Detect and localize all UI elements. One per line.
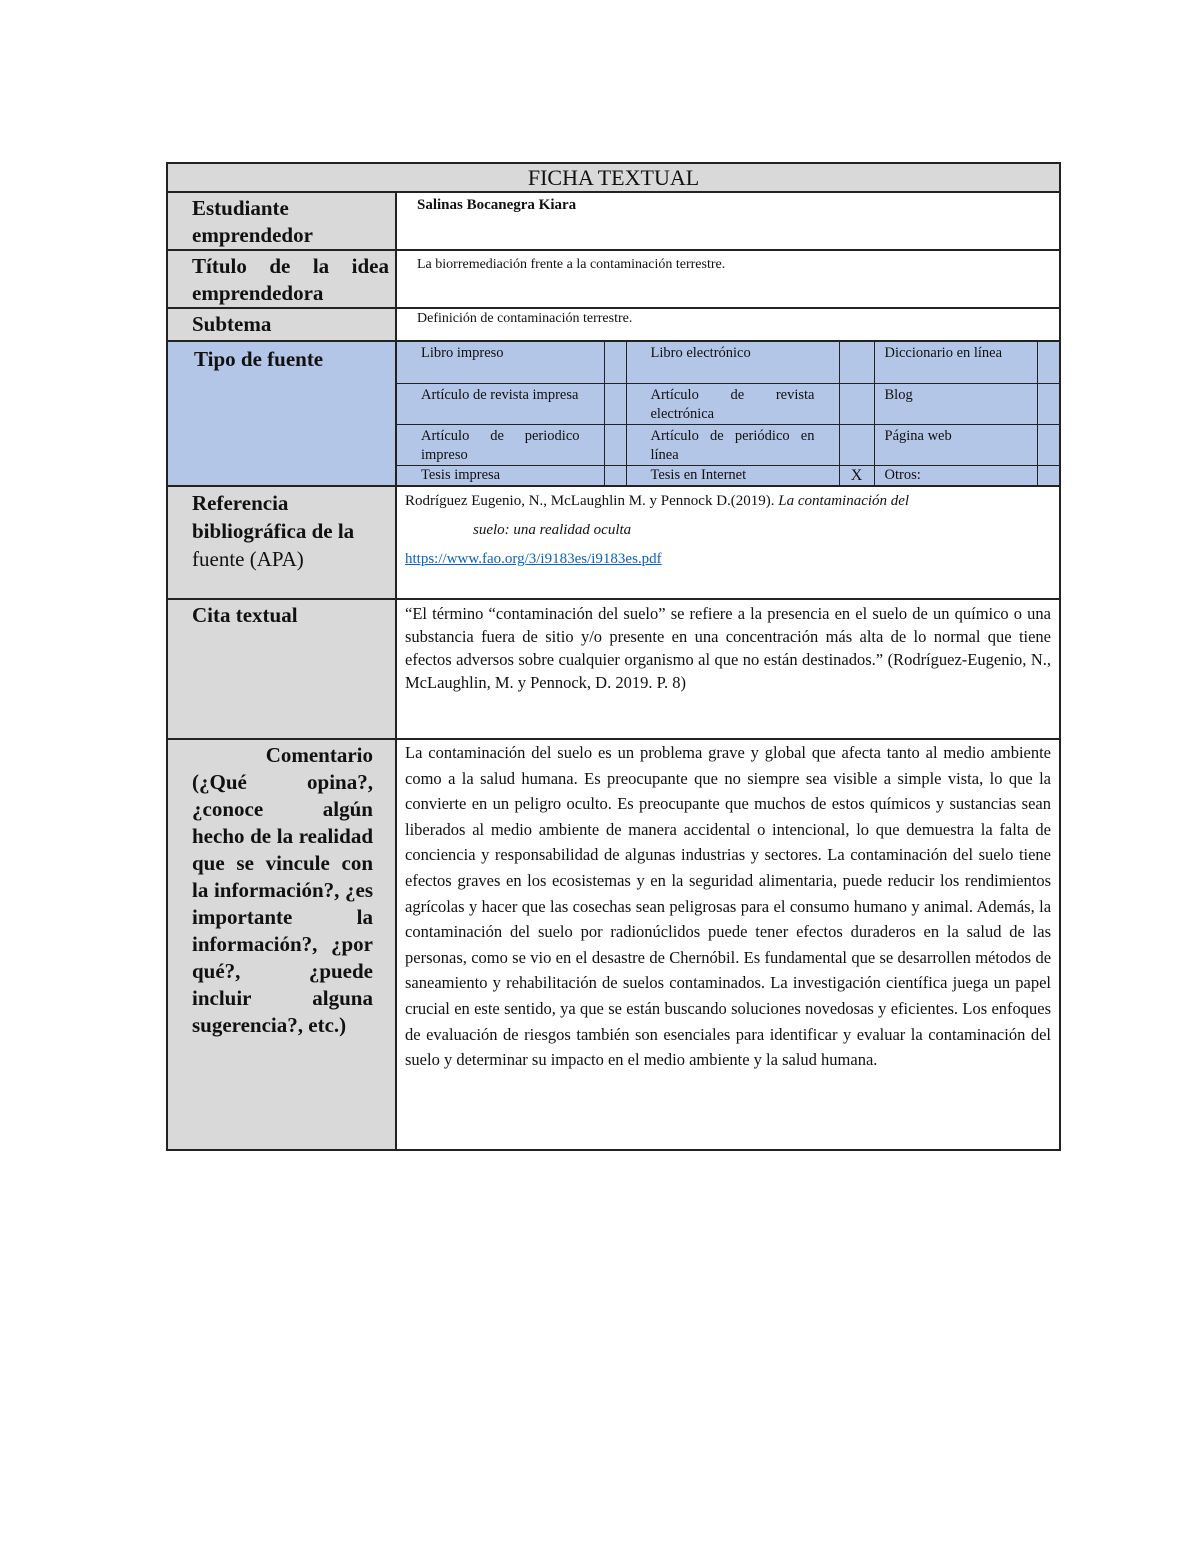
ficha-title: FICHA TEXTUAL — [167, 163, 1060, 192]
titulo-label-line1: Título de la idea — [192, 254, 389, 278]
comentario-label-prompt: (¿Qué opina?, ¿conoce algún hecho de la realidad que se vincule con la información?, ¿es importante la información?, ¿por qué?, ¿puede incluir alguna sugerencia?, etc.) — [192, 770, 373, 1037]
fuente-option-tesis-internet: Tesis en Internet — [626, 465, 839, 485]
fuente-option-revista-electronica: Artículo de revista electrónica — [626, 383, 839, 424]
tipo-fuente-options — [396, 341, 1060, 486]
titulo-value: La biorremediación frente a la contaminación terrestre. — [396, 250, 1060, 308]
fuente-mark-libro-impreso[interactable] — [604, 342, 626, 383]
referencia-line1 — [405, 487, 1051, 516]
titulo-label-line2: emprendedora — [192, 281, 324, 305]
fuente-mark-pagina-web[interactable] — [1037, 424, 1059, 465]
estudiante-label-line1: Estudiante — [192, 196, 289, 220]
tipo-fuente-label: Tipo de fuente — [167, 341, 396, 486]
fuente-mark-revista-impresa[interactable] — [604, 383, 626, 424]
referencia-label — [167, 486, 396, 599]
subtema-label: Subtema — [167, 308, 396, 341]
referencia-value — [396, 486, 1060, 599]
subtema-value: Definición de contaminación terrestre. — [396, 308, 1060, 341]
fuente-option-revista-impresa: Artículo de revista impresa — [397, 383, 604, 424]
referencia-label-line2: bibliográfica de la — [192, 519, 355, 543]
fuente-option-libro-impreso: Libro impreso — [397, 342, 604, 383]
fuente-option-periodico-impreso: Artículo de periodico impreso — [397, 424, 604, 465]
estudiante-label-line2: emprendedor — [192, 223, 313, 247]
comentario-value: La contaminación del suelo es un problema grave y global que afecta tanto al medio ambiente como a la salud humana. Es preocupante que no siempre sea visible a simple vista, lo que la convierte en un peligro oculto. Es preocupante que muchos de estos químicos y sustancias sean liberados al medio ambiente de manera accidental o intencional, lo que demuestra la falta de conciencia y responsabilidad de algunas industrias y sectores. La contaminación del suelo tiene efectos graves en los ecosistemas y en la seguridad alimentaria, puede reducir los rendimientos agrícolas y hacer que las cosechas sean peligrosas para el consumo humano y animal. Además, la contaminación del suelo por radionúclidos puede tener efectos duraderos en la salud de las personas, como se vio en el desastre de Chernóbil. Es fundamental que se desarrollen métodos de saneamiento y rehabilitación de suelos contaminados. La investigación científica juega un papel crucial en este sentido, ya que se están buscando soluciones novedosas y eficientes. Los enfoques de evaluación de riesgos también son esenciales para identificar y evaluar la contaminación del suelo y determinar su impacto en el medio ambiente y la salud humana. — [396, 739, 1060, 1150]
fuente-mark-otros[interactable] — [1037, 465, 1059, 485]
referencia-label-line1: Referencia — [192, 491, 289, 515]
comentario-label-title: Comentario — [265, 743, 373, 767]
ficha-textual-table — [166, 162, 1061, 1151]
fuente-mark-periodico-linea[interactable] — [839, 424, 874, 465]
referencia-label-line3: fuente (APA) — [192, 547, 304, 571]
tipo-fuente-grid — [397, 342, 1059, 485]
fuente-mark-blog[interactable] — [1037, 383, 1059, 424]
estudiante-label — [167, 192, 396, 250]
referencia-title-part2: suelo: una realidad oculta — [473, 522, 632, 538]
fuente-mark-revista-electronica[interactable] — [839, 383, 874, 424]
fuente-mark-tesis-internet[interactable]: X — [839, 465, 874, 485]
estudiante-value: Salinas Bocanegra Kiara — [396, 192, 1060, 250]
comentario-label — [167, 739, 396, 1150]
fuente-option-periodico-linea: Artículo de periódico en línea — [626, 424, 839, 465]
referencia-line2 — [405, 516, 1051, 545]
fuente-option-tesis-impresa: Tesis impresa — [397, 465, 604, 485]
fuente-option-blog: Blog — [874, 383, 1037, 424]
cita-label: Cita textual — [167, 599, 396, 739]
titulo-label — [167, 250, 396, 308]
referencia-title-part1: La contaminación del — [778, 493, 910, 509]
fuente-mark-periodico-impreso[interactable] — [604, 424, 626, 465]
referencia-authors: Rodríguez Eugenio, N., McLaughlin M. y Pennock D.(2019). — [405, 493, 779, 509]
fuente-option-libro-electronico: Libro electrónico — [626, 342, 839, 383]
referencia-line3 — [405, 545, 1051, 574]
fuente-option-otros: Otros: — [874, 465, 1037, 485]
fuente-mark-tesis-impresa[interactable] — [604, 465, 626, 485]
fuente-mark-diccionario[interactable] — [1037, 342, 1059, 383]
fuente-option-pagina-web: Página web — [874, 424, 1037, 465]
referencia-url-link[interactable]: https://www.fao.org/3/i9183es/i9183es.pdf — [405, 551, 662, 567]
fuente-mark-libro-electronico[interactable] — [839, 342, 874, 383]
fuente-option-diccionario: Diccionario en línea — [874, 342, 1037, 383]
cita-value: “El término “contaminación del suelo” se refiere a la presencia en el suelo de un químico o una substancia fuera de sitio y/o presente en una concentración más alta de lo normal que tiene efectos adversos sobre cualquier organismo al que no están destinados.” (Rodríguez-Eugenio, N., McLaughlin, M. y Pennock, D. 2019. P. 8) — [396, 599, 1060, 739]
